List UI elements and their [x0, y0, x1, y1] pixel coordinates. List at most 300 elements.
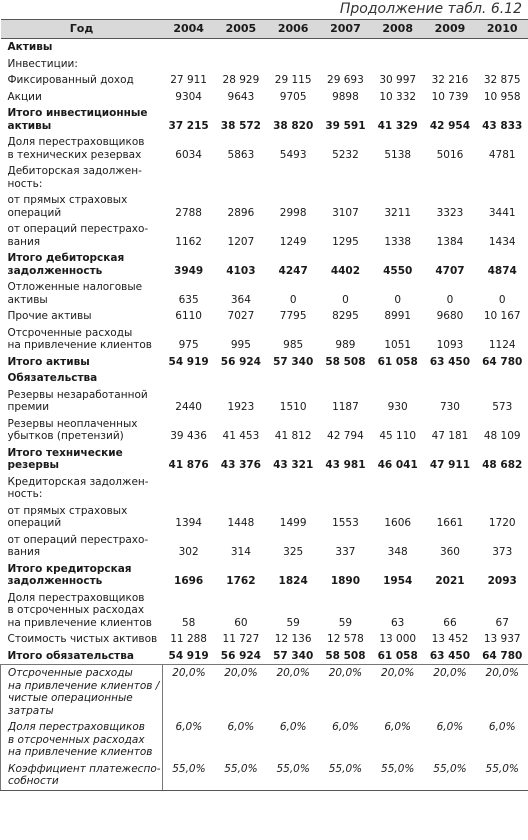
- cell-value-2009: 66: [443, 616, 457, 629]
- row-label-line: затраты: [8, 704, 54, 717]
- table-row: [1, 250, 528, 279]
- header-year-2007: 2007: [319, 20, 371, 39]
- cell-value-2006: 9705: [279, 90, 307, 103]
- header-year-2010: 2010: [476, 20, 528, 39]
- cell-value-2006: 985: [283, 339, 304, 351]
- cell-value-2010: [476, 56, 528, 73]
- table-row: [1, 89, 528, 106]
- cell-value-2007: 1187: [332, 401, 359, 413]
- cell-value-2007: 4402: [330, 264, 361, 277]
- table-row: [1, 354, 528, 371]
- row-label-line: Отсроченные расходы: [7, 326, 133, 339]
- row-label-line: операций: [7, 206, 62, 219]
- cell-value-2007: 20,0%: [319, 665, 371, 720]
- cell-value-2010: 1720: [488, 517, 516, 529]
- row-label-line: в технических резервах: [7, 148, 142, 161]
- row-label-line: Фиксированный доход: [7, 74, 134, 86]
- cell-value-2005: [215, 163, 267, 192]
- cell-value-2005: 56 924: [220, 649, 261, 662]
- cell-value-2007: 3107: [332, 206, 359, 219]
- cell-value-2007: [319, 370, 371, 387]
- cell-value-2005: 41 453: [222, 430, 260, 442]
- cell-value-2005: [215, 474, 267, 503]
- row-label-line: Стоимость чистых активов: [7, 633, 158, 645]
- cell-value-2007: 59: [338, 616, 353, 629]
- cell-value-2010: 6,0%: [488, 721, 516, 733]
- row-label-line: Активы: [7, 41, 53, 53]
- cell-value-2007: 43 981: [325, 459, 366, 471]
- row-label: [1, 56, 163, 73]
- cell-value-2007: [319, 163, 371, 192]
- cell-value-2004: 27 911: [170, 74, 207, 86]
- table-row: [1, 532, 528, 561]
- cell-value-2004: [163, 370, 215, 387]
- cell-value-2007: 58 508: [325, 355, 366, 368]
- cell-value-2006: [267, 474, 319, 503]
- table-row: [1, 325, 528, 354]
- cell-value-2010: 4874: [487, 264, 517, 277]
- cell-value-2006: 5493: [279, 148, 307, 161]
- cell-value-2010: 4781: [488, 148, 516, 161]
- row-label: [1, 370, 163, 387]
- row-label-line: Итого технические: [7, 446, 123, 459]
- row-label-line: активы: [7, 293, 48, 306]
- cell-value-2005: [215, 56, 267, 73]
- cell-value-2004: [163, 163, 215, 192]
- cell-value-2010: 48 109: [483, 430, 521, 442]
- row-label-line: собности: [8, 775, 59, 787]
- cell-value-2008: [372, 370, 424, 387]
- table-body: [1, 39, 528, 791]
- cell-value-2008: 63: [391, 616, 405, 629]
- row-label-line: в отсроченных расходах: [7, 604, 145, 616]
- row-label-line: вания: [7, 546, 41, 558]
- row-label-line: Прочие активы: [7, 310, 92, 322]
- row-label: [1, 250, 163, 279]
- cell-value-2008: 3211: [384, 206, 412, 219]
- cell-value-2006: 4247: [278, 264, 308, 277]
- cell-value-2005: [215, 370, 267, 387]
- table-row: [1, 648, 528, 665]
- cell-value-2008: 45 110: [379, 430, 417, 442]
- row-label-line: от прямых страховых: [7, 504, 128, 517]
- cell-value-2008: [372, 56, 424, 73]
- table-row: [1, 631, 528, 648]
- row-label: [1, 308, 163, 325]
- header-year-label: Год: [1, 20, 163, 39]
- cell-value-2009: 6,0%: [436, 721, 464, 733]
- cell-value-2009: [424, 163, 476, 192]
- cell-value-2004: 302: [178, 546, 199, 558]
- cell-value-2007: 989: [335, 339, 356, 351]
- cell-value-2008: 348: [387, 546, 408, 558]
- row-label-line: на привлечение клиентов /: [8, 679, 160, 692]
- cell-value-2009: 32 216: [431, 74, 469, 86]
- cell-value-2006: 1510: [279, 401, 307, 413]
- cell-value-2005: 38 572: [220, 119, 261, 132]
- row-label-line: активы: [7, 119, 52, 132]
- row-label-line: ность:: [7, 488, 43, 500]
- cell-value-2009: 1661: [436, 517, 464, 529]
- row-label: [1, 561, 163, 590]
- cell-value-2008: 30 997: [379, 74, 417, 86]
- cell-value-2004: 58: [181, 616, 196, 629]
- cell-value-2005: 1923: [227, 401, 255, 413]
- row-label-line: Инвестиции:: [7, 57, 78, 70]
- row-label: [1, 503, 163, 532]
- cell-value-2007: [319, 474, 371, 503]
- cell-value-2005: 11 727: [222, 633, 260, 645]
- table-row: [1, 503, 528, 532]
- cell-value-2006: 2998: [279, 206, 307, 219]
- financial-table: [0, 19, 528, 791]
- cell-value-2010: 1434: [488, 235, 516, 248]
- cell-value-2008: 41 329: [377, 119, 418, 132]
- cell-value-2004: 55,0%: [163, 761, 215, 791]
- cell-value-2010: 373: [492, 546, 513, 558]
- cell-value-2006: 1499: [279, 517, 307, 529]
- row-label: [1, 105, 163, 134]
- table-caption: Продолжение табл. 6.12: [339, 1, 522, 17]
- cell-value-2008: [372, 474, 424, 503]
- cell-value-2007: 0: [342, 293, 349, 306]
- cell-value-2010: 55,0%: [476, 761, 528, 791]
- cell-value-2010: 10 167: [483, 310, 521, 322]
- row-label: [1, 648, 163, 665]
- cell-value-2010: 10 958: [483, 90, 521, 103]
- cell-value-2007: 337: [335, 546, 356, 558]
- cell-value-2005: 314: [230, 546, 251, 558]
- table-row: [1, 134, 528, 163]
- cell-value-2008: 1954: [383, 575, 413, 587]
- cell-value-2004: [163, 39, 215, 56]
- cell-value-2008: 5138: [384, 148, 412, 161]
- row-label-line: ность:: [7, 177, 43, 190]
- cell-value-2005: 5863: [227, 148, 255, 161]
- table-row: [1, 719, 528, 761]
- table-row: [1, 163, 528, 192]
- row-label: [1, 719, 163, 761]
- cell-value-2009: [424, 370, 476, 387]
- cell-value-2006: 59: [286, 616, 300, 629]
- row-label: [1, 474, 163, 503]
- cell-value-2005: 9643: [227, 90, 255, 103]
- row-label: [1, 39, 163, 56]
- cell-value-2004: 1696: [174, 575, 204, 587]
- cell-value-2010: 3441: [488, 206, 516, 219]
- cell-value-2005: 60: [234, 616, 248, 629]
- cell-value-2004: 2440: [175, 401, 202, 413]
- cell-value-2010: 64 780: [482, 649, 523, 662]
- cell-value-2010: 1124: [488, 339, 516, 351]
- cell-value-2004: 6,0%: [175, 721, 203, 733]
- cell-value-2006: 38 820: [273, 119, 314, 132]
- row-label: [1, 325, 163, 354]
- cell-value-2006: 20,0%: [267, 665, 319, 720]
- cell-value-2006: [267, 163, 319, 192]
- cell-value-2004: 975: [178, 339, 199, 351]
- cell-value-2004: 41 876: [168, 459, 209, 471]
- cell-value-2010: 43 833: [482, 119, 523, 132]
- cell-value-2008: 930: [387, 401, 408, 413]
- table-row: [1, 221, 528, 250]
- row-label-line: Резервы незаработанной: [7, 388, 148, 401]
- row-label-line: Доля перестраховщиков: [7, 136, 145, 148]
- table-row: [1, 761, 528, 791]
- row-label: [1, 221, 163, 250]
- table-row: [1, 72, 528, 89]
- cell-value-2006: 12 136: [274, 633, 312, 645]
- row-label-line: Итого обязательства: [7, 649, 134, 662]
- table-row: [1, 561, 528, 590]
- cell-value-2007: 29 693: [327, 74, 364, 86]
- cell-value-2008: 20,0%: [372, 665, 424, 720]
- cell-value-2008: 0: [394, 293, 402, 306]
- cell-value-2007: 12 578: [327, 633, 364, 645]
- cell-value-2009: 63 450: [429, 649, 471, 662]
- cell-value-2008: [372, 163, 424, 192]
- cell-value-2008: 55,0%: [372, 761, 424, 791]
- cell-value-2008: 4550: [383, 264, 413, 277]
- cell-value-2006: 6,0%: [279, 721, 307, 733]
- row-label-line: Отложенные налоговые: [7, 281, 143, 293]
- cell-value-2004: 2788: [175, 206, 202, 219]
- cell-value-2007: 42 794: [327, 430, 364, 442]
- cell-value-2006: 0: [289, 293, 297, 306]
- cell-value-2008: 8991: [384, 310, 412, 322]
- cell-value-2010: 32 875: [483, 74, 521, 86]
- cell-value-2009: 55,0%: [424, 761, 476, 791]
- row-label: [1, 387, 163, 416]
- cell-value-2005: 1207: [227, 235, 255, 248]
- cell-value-2009: 3323: [436, 206, 464, 219]
- cell-value-2005: 2896: [227, 206, 255, 219]
- row-label: [1, 192, 163, 221]
- cell-value-2004: [163, 56, 215, 73]
- cell-value-2007: 6,0%: [332, 721, 359, 733]
- header-year-2006: 2006: [267, 20, 319, 39]
- cell-value-2004: 20,0%: [163, 665, 215, 720]
- cell-value-2009: 1384: [436, 235, 464, 248]
- cell-value-2005: 364: [230, 293, 251, 306]
- cell-value-2009: 20,0%: [424, 665, 476, 720]
- row-label-line: Кредиторская задолжен-: [7, 475, 149, 488]
- cell-value-2009: [424, 474, 476, 503]
- row-label: [1, 279, 163, 308]
- cell-value-2010: 67: [495, 616, 509, 629]
- table-row: [1, 56, 528, 73]
- cell-value-2006: 29 115: [274, 74, 312, 86]
- row-label-line: Итого инвестиционные: [7, 107, 148, 119]
- table-row: [1, 474, 528, 503]
- row-label: [1, 532, 163, 561]
- cell-value-2010: [476, 39, 528, 56]
- cell-value-2006: 1824: [278, 575, 308, 587]
- cell-value-2004: 54 919: [168, 649, 209, 662]
- row-label-line: задолженность: [7, 264, 103, 277]
- row-label: [1, 72, 163, 89]
- cell-value-2004: 9304: [175, 90, 202, 103]
- cell-value-2009: 2021: [435, 575, 465, 587]
- row-label-line: Дебиторская задолжен-: [7, 165, 142, 177]
- cell-value-2008: 13 000: [379, 633, 417, 645]
- cell-value-2006: 55,0%: [267, 761, 319, 791]
- cell-value-2007: 1890: [330, 575, 361, 587]
- row-label: [1, 354, 163, 371]
- cell-value-2010: 2093: [487, 575, 517, 587]
- cell-value-2010: 64 780: [482, 355, 523, 368]
- cell-value-2005: [215, 39, 267, 56]
- row-label-line: в отсроченных расходах: [8, 733, 145, 746]
- table-row: [1, 192, 528, 221]
- cell-value-2007: 5232: [332, 148, 359, 161]
- row-label-line: на привлечение клиентов: [8, 746, 153, 758]
- cell-value-2004: 1394: [175, 517, 202, 529]
- row-label-line: Акции: [7, 90, 42, 103]
- cell-value-2006: 57 340: [273, 355, 314, 368]
- cell-value-2009: 47 911: [429, 459, 471, 471]
- cell-value-2006: 57 340: [273, 649, 314, 662]
- row-label-line: Итого дебиторская: [7, 252, 125, 264]
- header-year-2009: 2009: [424, 20, 476, 39]
- row-label-line: Резервы неоплаченных: [7, 417, 138, 430]
- cell-value-2009: 10 739: [431, 90, 469, 103]
- cell-value-2007: [319, 39, 371, 56]
- cell-value-2005: 1448: [227, 517, 255, 529]
- table-row: [1, 445, 528, 474]
- cell-value-2004: 635: [178, 293, 199, 306]
- cell-value-2004: 39 436: [170, 430, 207, 442]
- cell-value-2007: 9898: [332, 90, 359, 103]
- cell-value-2006: [267, 39, 319, 56]
- cell-value-2005: 55,0%: [215, 761, 267, 791]
- cell-value-2009: 5016: [436, 148, 464, 161]
- row-label-line: на привлечение клиентов: [7, 339, 152, 351]
- row-label: [1, 761, 163, 791]
- cell-value-2007: 39 591: [325, 119, 366, 132]
- cell-value-2004: 54 919: [168, 355, 209, 368]
- cell-value-2008: 46 041: [377, 459, 418, 471]
- cell-value-2006: 1249: [279, 235, 307, 248]
- cell-value-2007: 8295: [332, 310, 359, 322]
- cell-value-2010: 20,0%: [476, 665, 528, 720]
- cell-value-2010: [476, 163, 528, 192]
- row-label-line: Доля перестраховщиков: [8, 721, 145, 733]
- row-label-line: на привлечение клиентов: [7, 616, 152, 629]
- table-row: [1, 590, 528, 632]
- row-label-line: убытков (претензий): [7, 430, 124, 442]
- cell-value-2010: 0: [498, 293, 506, 306]
- cell-value-2009: 4707: [435, 264, 465, 277]
- table-header-row: [1, 20, 528, 39]
- cell-value-2009: 42 954: [429, 119, 471, 132]
- row-label: [1, 163, 163, 192]
- cell-value-2005: 6,0%: [227, 721, 255, 733]
- cell-value-2005: 56 924: [220, 355, 261, 368]
- cell-value-2006: 325: [283, 546, 304, 558]
- table-row: [1, 416, 528, 445]
- row-label-line: Итого активы: [7, 355, 90, 368]
- row-label-line: Итого кредиторская: [7, 562, 132, 575]
- cell-value-2009: 63 450: [429, 355, 471, 368]
- row-label: [1, 416, 163, 445]
- cell-value-2010: [476, 474, 528, 503]
- cell-value-2005: 20,0%: [215, 665, 267, 720]
- cell-value-2008: 6,0%: [384, 721, 412, 733]
- cell-value-2008: 1051: [384, 339, 412, 351]
- cell-value-2005: 43 376: [220, 459, 261, 471]
- cell-value-2006: 43 321: [273, 459, 314, 471]
- cell-value-2007: 55,0%: [319, 761, 371, 791]
- cell-value-2008: [372, 39, 424, 56]
- row-label: [1, 590, 163, 632]
- cell-value-2009: 13 452: [431, 633, 469, 645]
- row-label: [1, 445, 163, 474]
- section-heading-row: [1, 39, 528, 56]
- cell-value-2004: 3949: [174, 264, 204, 277]
- table-row: [1, 279, 528, 308]
- cell-value-2006: [267, 56, 319, 73]
- row-label-line: от прямых страховых: [7, 194, 128, 206]
- row-label-line: операций: [7, 517, 62, 529]
- row-label-line: вания: [7, 235, 41, 248]
- cell-value-2005: 995: [230, 339, 251, 351]
- row-label-line: от операций перестрахо-: [7, 223, 149, 235]
- row-label-line: Доля перестраховщиков: [7, 591, 145, 604]
- cell-value-2009: 730: [439, 401, 460, 413]
- cell-value-2004: 37 215: [168, 119, 209, 132]
- row-label: [1, 89, 163, 106]
- row-label: [1, 665, 163, 720]
- cell-value-2004: 1162: [175, 235, 202, 248]
- row-label-line: Обязательства: [7, 372, 98, 384]
- header-year-2005: 2005: [215, 20, 267, 39]
- cell-value-2004: 11 288: [170, 633, 207, 645]
- cell-value-2005: 1762: [226, 575, 256, 587]
- cell-value-2008: 61 058: [377, 649, 418, 662]
- row-label-line: чистые операционные: [8, 692, 133, 704]
- header-year-2008: 2008: [372, 20, 424, 39]
- cell-value-2007: 1553: [332, 517, 359, 529]
- row-label-line: от операций перестрахо-: [7, 533, 149, 546]
- cell-value-2009: 47 181: [431, 430, 469, 442]
- cell-value-2009: 9680: [436, 310, 464, 322]
- cell-value-2004: 6034: [175, 148, 202, 161]
- cell-value-2007: 58 508: [325, 649, 366, 662]
- cell-value-2010: 13 937: [483, 633, 521, 645]
- cell-value-2006: 41 812: [274, 430, 312, 442]
- cell-value-2010: 48 682: [482, 459, 523, 471]
- row-label-line: резервы: [7, 459, 60, 471]
- section-heading-row: [1, 370, 528, 387]
- cell-value-2008: 1606: [384, 517, 412, 529]
- header-year-2004: 2004: [163, 20, 215, 39]
- row-label-line: Отсроченные расходы: [8, 667, 133, 679]
- table-row: [1, 308, 528, 325]
- cell-value-2005: 4103: [226, 264, 256, 277]
- row-label-line: Коэффициент платежеспо-: [8, 762, 161, 775]
- cell-value-2007: 1295: [332, 235, 359, 248]
- cell-value-2008: 1338: [384, 235, 412, 248]
- row-label-line: задолженность: [7, 575, 103, 587]
- table-row: [1, 105, 528, 134]
- row-label: [1, 134, 163, 163]
- cell-value-2006: 7795: [279, 310, 307, 322]
- cell-value-2009: 360: [439, 546, 460, 558]
- cell-value-2008: 10 332: [379, 90, 417, 103]
- cell-value-2007: [319, 56, 371, 73]
- cell-value-2009: 1093: [436, 339, 464, 351]
